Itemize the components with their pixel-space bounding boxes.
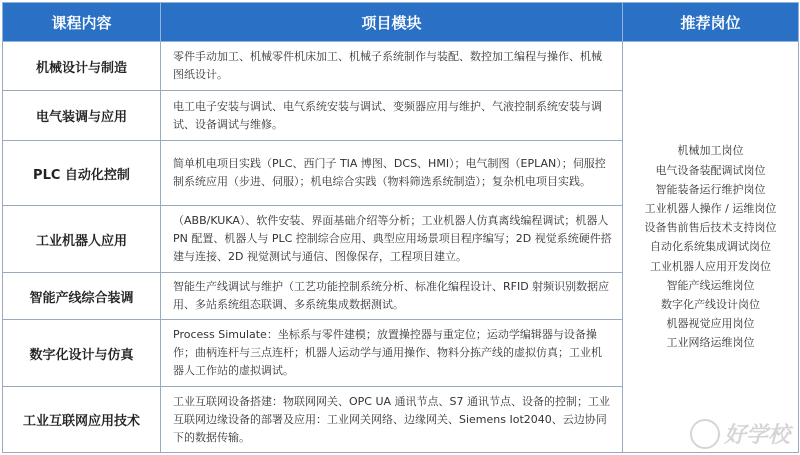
watermark-logo xyxy=(690,418,790,449)
table-row xyxy=(3,42,799,91)
job-item: 机器视觉应用岗位 xyxy=(666,317,755,331)
module-text: 简单机电项目实践（PLC、西门子 TIA 博图、DCS、HMI）；电气制图（EPLAN）；伺服控制系统应用（步进、伺服）；机电综合实践（物料筛选系统制造）；复杂机电项目实践。 xyxy=(161,141,623,206)
module-text: 零件手动加工、机械零件机床加工、机械子系统制作与装配、数控加工编程与操作、机械图纸设计。 xyxy=(161,42,623,91)
job-item: 电气设备装配调试岗位 xyxy=(655,163,766,177)
recommended-jobs xyxy=(623,42,799,453)
job-item: 自动化系统集成调试岗位 xyxy=(650,240,771,254)
job-item: 数字化产线设计岗位 xyxy=(661,298,760,311)
job-item: 机械加工岗位 xyxy=(677,144,744,158)
watermark-text: 好学校 xyxy=(723,423,790,448)
course-name: 智能产线综合装调 xyxy=(3,273,161,320)
job-item: 智能装备运行维护岗位 xyxy=(655,182,766,196)
course-name: 数字化设计与仿真 xyxy=(3,320,161,387)
job-item: 设备售前售后技术支持岗位 xyxy=(644,221,777,235)
job-item: 智能产线运维岗位 xyxy=(666,278,755,292)
course-name: 工业机器人应用 xyxy=(3,206,161,273)
module-text: Process Simulate：坐标系与零件建模；放置操控器与重定位；运动学编辑器与设备操作；曲柄连杆与三点连杆；机器人运动学与通用操作、物料分拣产线的虚拟仿真；工业机器人工作站的虚拟调试。 xyxy=(161,320,623,387)
header-module: 项目模块 xyxy=(161,3,623,42)
module-text: （ABB/KUKA）、软件安装、界面基础介绍等分析；工业机器人仿真离线编程调试；机器人 PN 配置、机器人与 PLC 控制综合应用、典型应用场景项目程序编写；2D 视觉系统硬件搭建与连接、2D 视觉测试与通信、图像保存，工程项目建立。 xyxy=(161,206,623,273)
course-name: 机械设计与制造 xyxy=(3,42,161,91)
header-jobs: 推荐岗位 xyxy=(623,3,799,42)
course-name: 电气装调与应用 xyxy=(3,91,161,141)
course-name: PLC 自动化控制 xyxy=(3,141,161,206)
course-name: 工业互联网应用技术 xyxy=(3,387,161,453)
module-text: 工业互联网设备搭建：物联网网关、OPC UA 通讯节点、S7 通讯节点、设备的控制；工业互联网边缘设备的部署及应用：工业网关网络、边缘网关、Siemens Iot2040、云边协同下的数据传输。 xyxy=(161,387,623,453)
header-row xyxy=(3,3,799,42)
logo-circle-icon xyxy=(690,419,720,449)
job-item: 工业机器人操作 / 运维岗位 xyxy=(644,201,777,215)
curriculum-table xyxy=(2,2,799,453)
module-text: 智能生产线调试与维护（工艺功能控制系统分析、标准化编程设计、RFID 射频识别数据应用、多站系统组态联调、多系统集成数据测试。 xyxy=(161,273,623,320)
header-course: 课程内容 xyxy=(3,3,161,42)
module-text: 电工电子安装与调试、电气系统安装与调试、变频器应用与维护、气液控制系统安装与调试、设备调试与维修。 xyxy=(161,91,623,141)
job-item: 工业网络运维岗位 xyxy=(666,336,755,350)
job-item: 工业机器人应用开发岗位 xyxy=(650,259,771,273)
